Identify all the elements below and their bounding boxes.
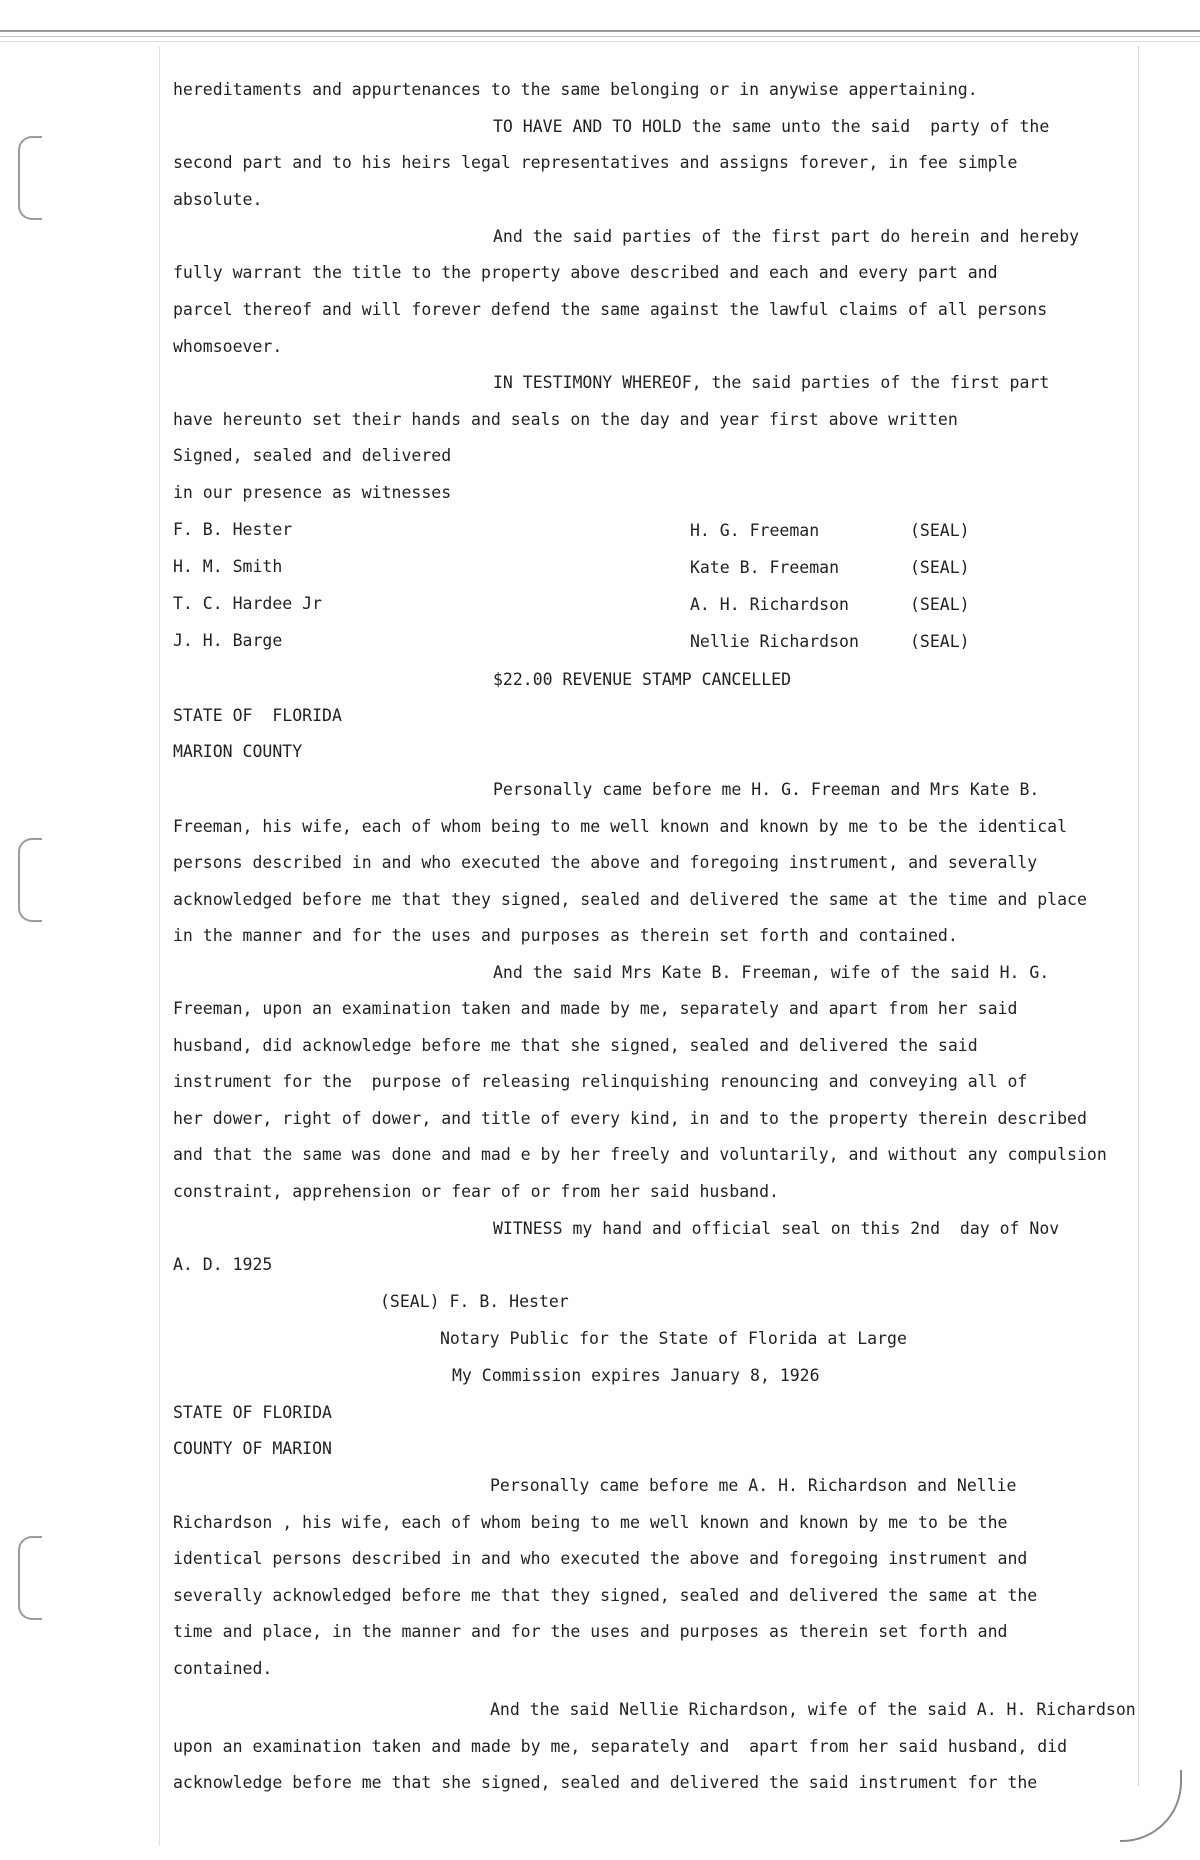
text-line: instrument for the purpose of releasing relinquishing renouncing and conveying all of <box>173 1072 1028 1091</box>
text-line: identical persons described in and who executed the above and foregoing instrument and <box>173 1549 1028 1568</box>
notary-title: Notary Public for the State of Florida at Large <box>440 1329 907 1348</box>
signer-name: Kate B. Freeman <box>690 558 840 577</box>
text-line: And the said Mrs Kate B. Freeman, wife of the said H. G. <box>493 963 1050 982</box>
text-line: absolute. <box>173 190 263 209</box>
text-line: A. D. 1925 <box>173 1255 273 1274</box>
text-line: parcel thereof and will forever defend the same against the lawful claims of all persons <box>173 300 1048 319</box>
text-line: upon an examination taken and made by me, separately and apart from her said husband, did <box>173 1737 1068 1756</box>
witness-name: J. H. Barge <box>173 631 283 650</box>
text-line: Freeman, his wife, each of whom being to me well known and known by me to be the identical <box>173 817 1068 836</box>
text-line: acknowledge before me that she signed, sealed and delivered the said instrument for the <box>173 1773 1038 1792</box>
text-line: Signed, sealed and delivered <box>173 446 452 465</box>
text-line: hereditaments and appurtenances to the same belonging or in anywise appertaining. <box>173 80 978 99</box>
binder-hole <box>18 136 42 220</box>
right-page-edge <box>1138 46 1139 1786</box>
page-curl <box>1120 1770 1182 1842</box>
venue-state: STATE OF FLORIDA <box>173 706 342 725</box>
seal-mark: (SEAL) <box>910 632 970 651</box>
text-line: in the manner and for the uses and purposes as therein set forth and contained. <box>173 926 958 945</box>
page-top-rule <box>0 41 1200 42</box>
text-line: and that the same was done and mad e by her freely and voluntarily, and without any compulsion <box>173 1145 1107 1164</box>
binder-hole <box>18 838 42 922</box>
signer-name: Nellie Richardson <box>690 632 859 651</box>
text-line: Personally came before me H. G. Freeman and Mrs Kate B. <box>493 780 1040 799</box>
text-line: TO HAVE AND TO HOLD the same unto the said party of the <box>493 117 1050 136</box>
text-line: WITNESS my hand and official seal on this 2nd day of Nov <box>493 1219 1060 1238</box>
text-line: And the said parties of the first part do herein and hereby <box>493 227 1080 246</box>
notary-signature: (SEAL) F. B. Hester <box>380 1292 569 1311</box>
revenue-stamp-note: $22.00 REVENUE STAMP CANCELLED <box>493 670 792 689</box>
seal-mark: (SEAL) <box>910 595 970 614</box>
text-line: Richardson , his wife, each of whom being to me well known and known by me to be the <box>173 1513 1008 1532</box>
page-top-rule <box>0 36 1200 37</box>
venue-county: COUNTY OF MARION <box>173 1439 332 1458</box>
text-line: time and place, in the manner and for the uses and purposes as therein set forth and <box>173 1622 1008 1641</box>
text-line: persons described in and who executed the above and foregoing instrument, and severally <box>173 853 1038 872</box>
text-line: contained. <box>173 1659 273 1678</box>
witness-name: H. M. Smith <box>173 557 283 576</box>
text-line: second part and to his heirs legal representatives and assigns forever, in fee simple <box>173 153 1018 172</box>
text-line: fully warrant the title to the property above described and each and every part and <box>173 263 998 282</box>
text-line: And the said Nellie Richardson, wife of the said A. H. Richardson <box>490 1700 1136 1719</box>
text-line: Freeman, upon an examination taken and made by me, separately and apart from her said <box>173 999 1018 1018</box>
left-margin-line <box>159 46 160 1846</box>
seal-mark: (SEAL) <box>910 558 970 577</box>
notary-commission: My Commission expires January 8, 1926 <box>452 1366 820 1385</box>
text-line: her dower, right of dower, and title of every kind, in and to the property therein described <box>173 1109 1087 1128</box>
text-line: whomsoever. <box>173 337 283 356</box>
text-line: have hereunto set their hands and seals on the day and year first above written <box>173 410 958 429</box>
text-line: severally acknowledged before me that they signed, sealed and delivered the same at the <box>173 1586 1038 1605</box>
signer-name: H. G. Freeman <box>690 521 820 540</box>
signer-name: A. H. Richardson <box>690 595 849 614</box>
text-line: acknowledged before me that they signed, sealed and delivered the same at the time and place <box>173 890 1087 909</box>
text-line: constraint, apprehension or fear of or from her said husband. <box>173 1182 779 1201</box>
text-line: Personally came before me A. H. Richardson and Nellie <box>490 1476 1017 1495</box>
text-line: husband, did acknowledge before me that she signed, sealed and delivered the said <box>173 1036 978 1055</box>
text-line: in our presence as witnesses <box>173 483 452 502</box>
binder-hole <box>18 1536 42 1620</box>
page-top-rule <box>0 30 1200 32</box>
venue-state: STATE OF FLORIDA <box>173 1403 332 1422</box>
seal-mark: (SEAL) <box>910 521 970 540</box>
text-line: IN TESTIMONY WHEREOF, the said parties of the first part <box>493 373 1050 392</box>
witness-name: T. C. Hardee Jr <box>173 594 323 613</box>
witness-name: F. B. Hester <box>173 520 293 539</box>
venue-county: MARION COUNTY <box>173 742 303 761</box>
